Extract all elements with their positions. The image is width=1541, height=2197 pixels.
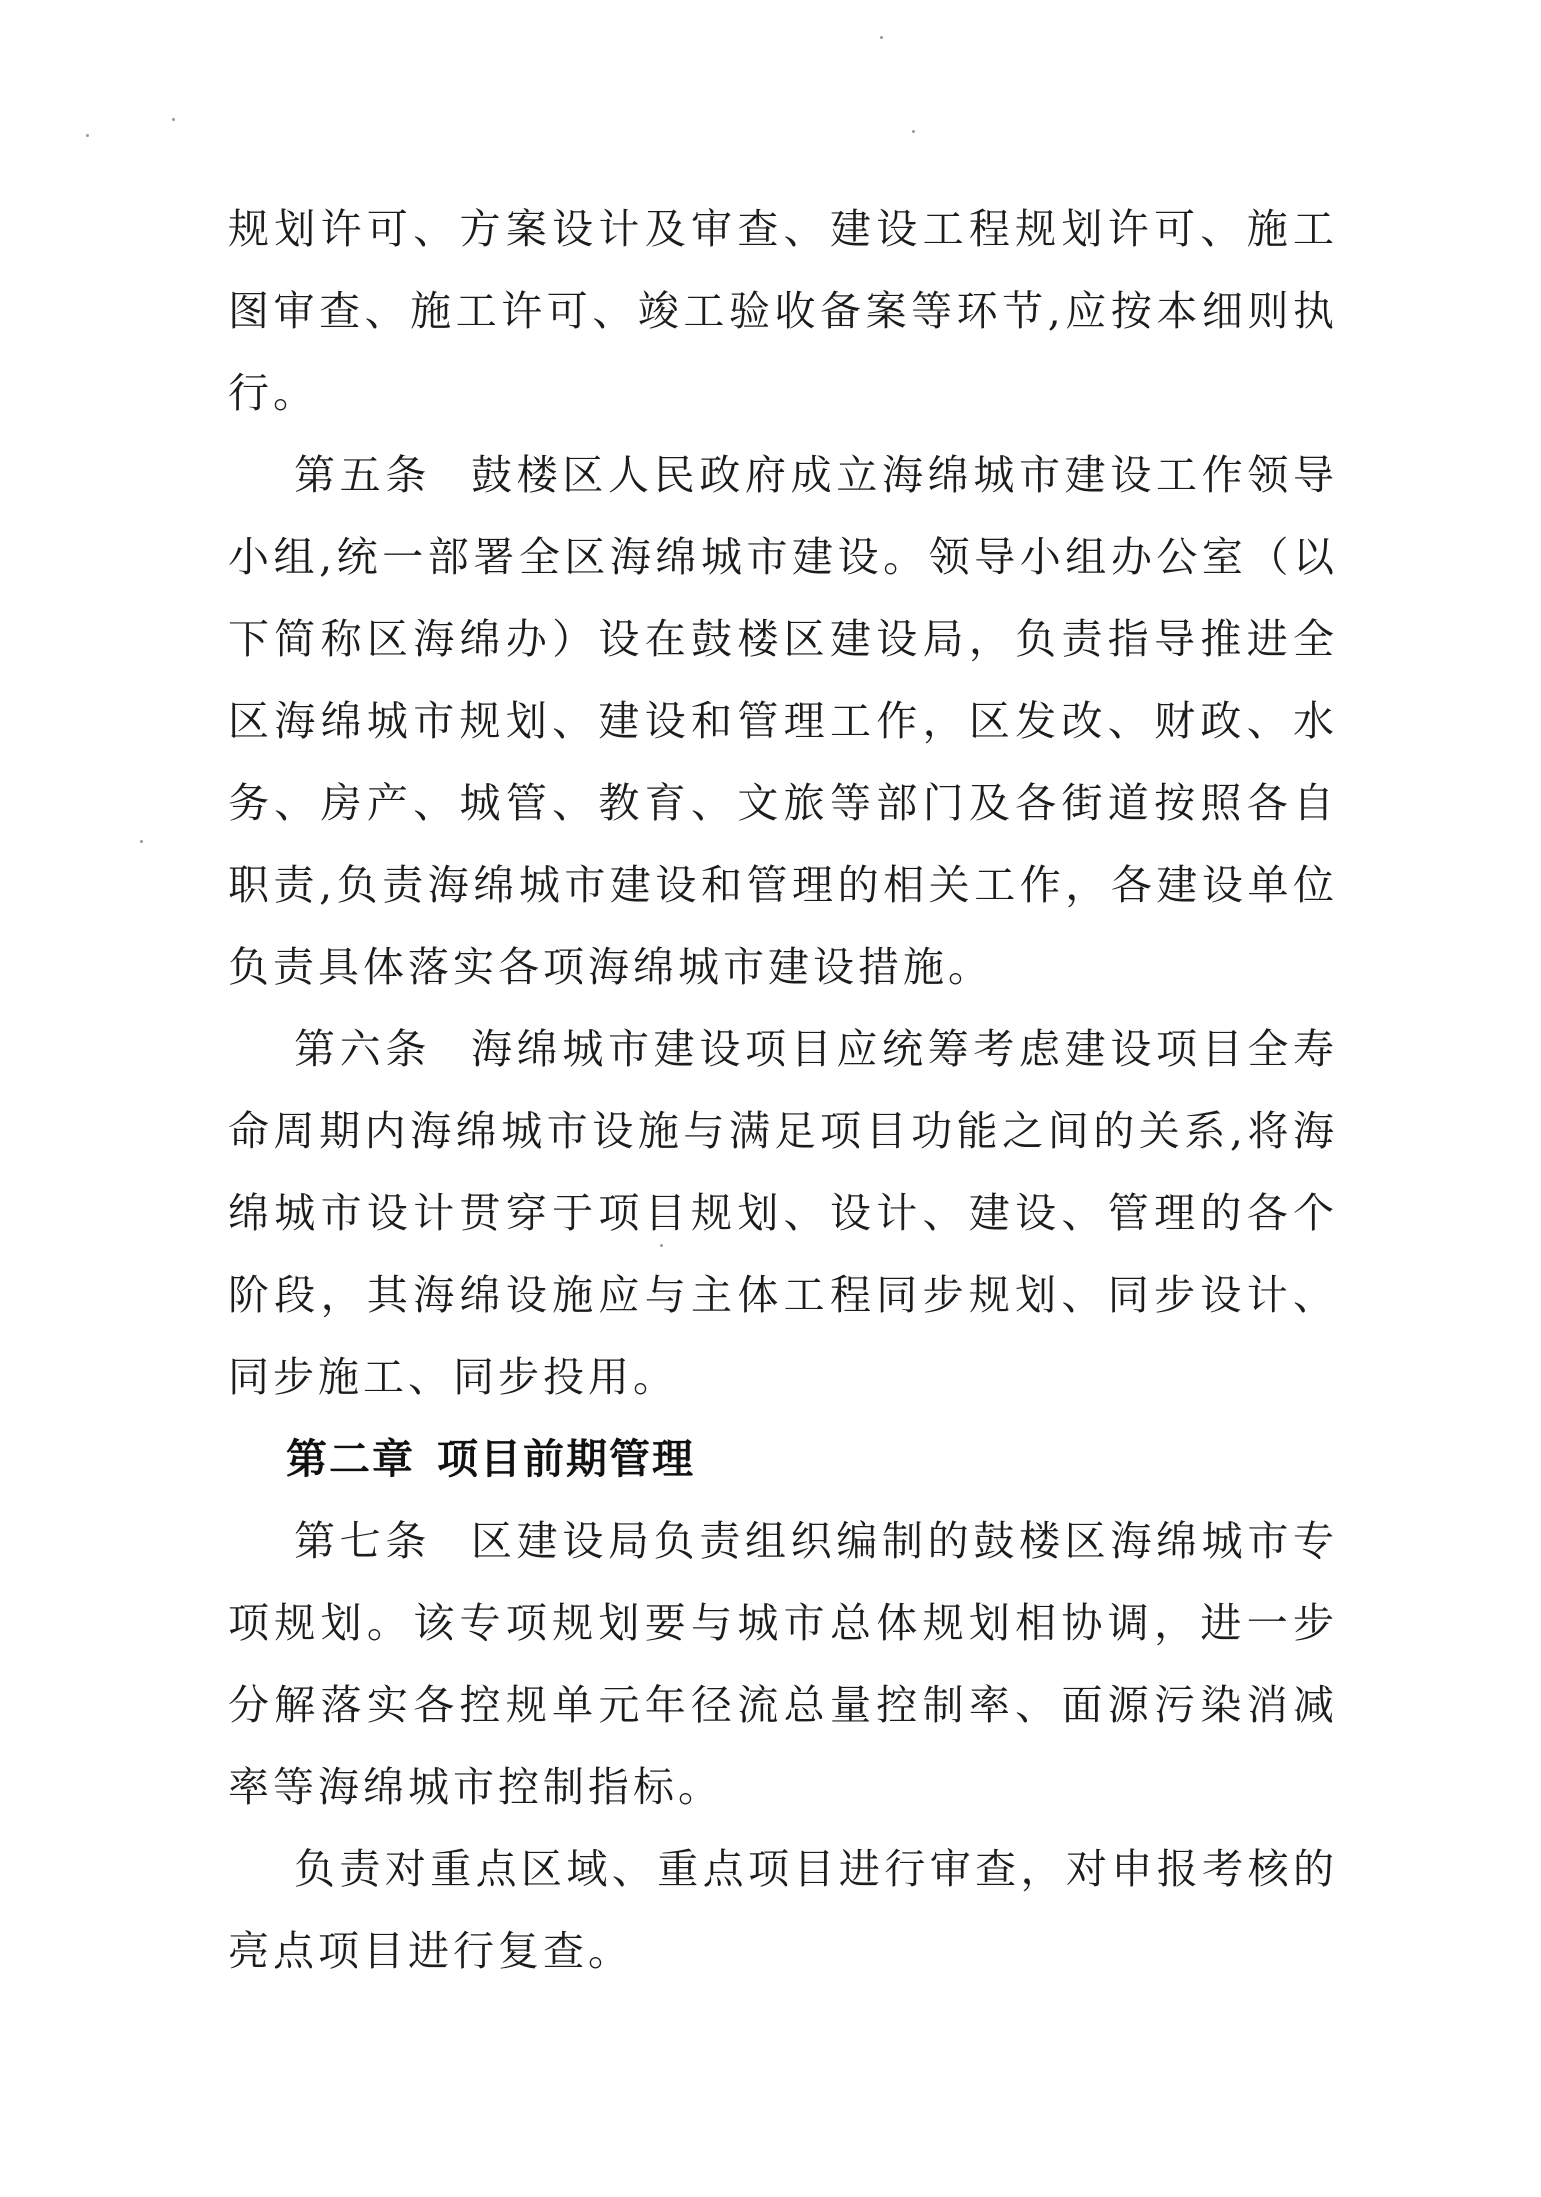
scan-speck [172,118,175,121]
article-6 [228,1008,1338,1418]
article-5-label: 第五条 [294,451,431,499]
scan-speck [140,840,143,843]
article-7-label: 第七条 [294,1517,431,1565]
chapter-heading [228,1418,1338,1500]
article-5 [228,434,1338,1008]
document-body [228,188,1338,1992]
scan-speck [880,36,883,39]
article-6-text: 海绵城市建设项目应统筹考虑建设项目全寿命周期内海绵城市设施与满足项目功能之间的关系,将海绵城市设计贯穿于项目规划、设计、建设、管理的各个阶段，其海绵设施应与主体工程同步规划、同步设计、同步施工、同步投用。 [228,1025,1338,1401]
article-7-text: 区建设局负责组织编制的鼓楼区海绵城市专项规划。该专项规划要与城市总体规划相协调，进一步分解落实各控规单元年径流总量控制率、面源污染消减率等海绵城市控制指标。 [228,1517,1338,1811]
paragraph-continuation: 规划许可、方案设计及审查、建设工程规划许可、施工图审查、施工许可、竣工验收备案等环节,应按本细则执行。 [228,205,1338,417]
scan-speck [912,130,915,133]
article-7 [228,1500,1338,1828]
scan-speck [86,134,89,137]
chapter-number: 第二章 [286,1435,415,1483]
review-paragraph: 负责对重点区域、重点项目进行审查，对申报考核的亮点项目进行复查。 [228,1845,1338,1975]
article-5-text: 鼓楼区人民政府成立海绵城市建设工作领导小组,统一部署全区海绵城市建设。领导小组办公室（以下简称区海绵办）设在鼓楼区建设局，负责指导推进全区海绵城市规划、建设和管理工作，区发改、财政、水务、房产、城管、教育、文旅等部门及各街道按照各自职责,负责海绵城市建设和管理的相关工作，各建设单位负责具体落实各项海绵城市建设措施。 [228,451,1338,991]
article-6-label: 第六条 [294,1025,431,1073]
chapter-title: 项目前期管理 [437,1435,695,1483]
